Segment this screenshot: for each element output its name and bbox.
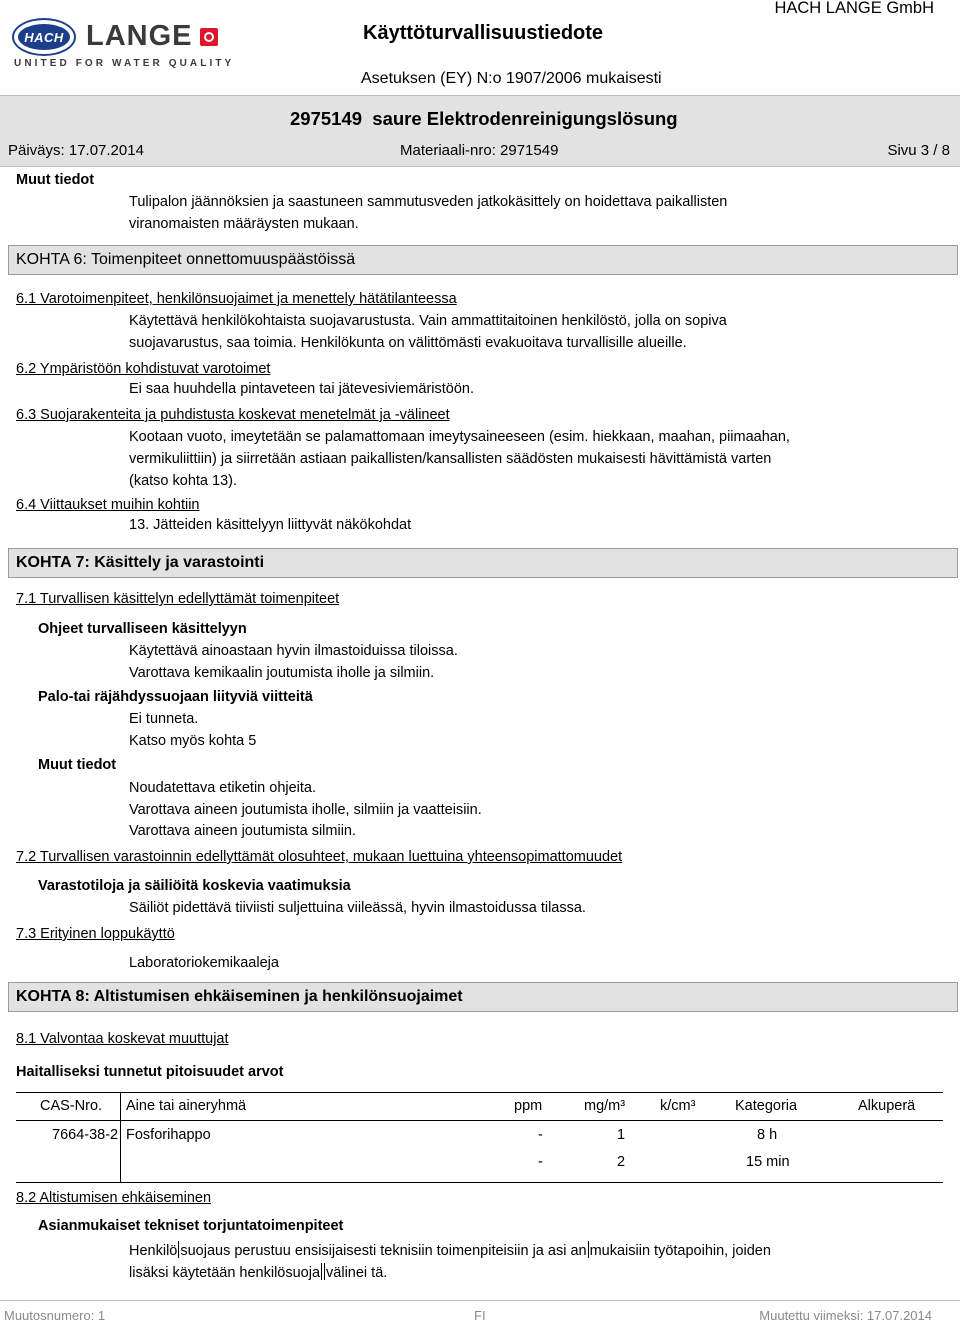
footer-rule — [0, 1300, 960, 1301]
company-logo — [8, 12, 235, 72]
subsection-8-1-title: 8.1 Valvontaa koskevat muuttujat — [16, 1031, 229, 1047]
technical-measures-text: Henkilö suojaus perustuu ensisijaisesti teknisiin toimenpiteisiin ja asi an mukaisiin työtapoihin, joiden — [129, 1243, 771, 1259]
subsection-6-1-text: Käytettävä henkilökohtaista suojavarustusta. Vain ammattitaitoinen henkilöstö, jolla on sopiva — [129, 313, 727, 329]
subsection-7-2-title: 7.2 Turvallisen varastoinnin edellyttämät olosuhteet, mukaan luettuina yhteensopimattomuudet — [16, 849, 623, 865]
footer-modified-date: Muutettu viimeksi: 17.07.2014 — [759, 1308, 932, 1323]
subsection-6-2-title: 6.2 Ympäristöön kohdistuvat varotoimet — [16, 361, 271, 377]
section-7-title: KOHTA 7: Käsittely ja varastointi — [16, 554, 265, 571]
table-cell-ppm: - — [538, 1127, 543, 1143]
subsection-6-3-title: 6.3 Suojarakenteita ja puhdistusta koskevat menetelmät ja -välineet — [16, 407, 450, 423]
table-cell-mgm3: 1 — [617, 1127, 626, 1143]
technical-measures-heading: Asianmukaiset tekniset torjuntatoimenpiteet — [38, 1218, 344, 1234]
storage-heading: Varastotiloja ja säiliöitä koskevia vaatimuksia — [38, 878, 351, 894]
exposure-limits-heading: Haitalliseksi tunnetut pitoisuudet arvot — [16, 1064, 284, 1080]
handling-heading: Ohjeet turvalliseen käsittelyyn — [38, 621, 247, 637]
subsection-7-3-title: 7.3 Erityinen loppukäyttö — [16, 926, 175, 942]
table-header-cell: ppm — [514, 1098, 543, 1114]
product-name: 2975149 saure Elektrodenreinigungslösung — [290, 108, 678, 129]
other-handling-heading: Muut tiedot — [38, 757, 117, 773]
table-header-cell: Kategoria — [735, 1098, 798, 1114]
page-number: Sivu 3 / 8 — [887, 142, 950, 159]
issue-date: Päiväys: 17.07.2014 — [8, 142, 144, 159]
regulation-text: Asetuksen (EY) N:o 1907/2006 mukaisesti — [361, 70, 662, 87]
technical-measures-text: lisäksi käytetään henkilösuoja välinei tä. — [129, 1265, 388, 1281]
table-header-cell: k/cm³ — [660, 1098, 696, 1114]
other-info-label: Muut tiedot — [16, 172, 95, 188]
table-column-divider — [120, 1092, 121, 1182]
subsection-6-3-text: Kootaan vuoto, imeytetään se palamattomaan imeytysaineeseen (esim. hiekkaan, maahan, piimaahan, — [129, 429, 790, 445]
table-header-cell: Aine tai aineryhmä — [126, 1098, 247, 1114]
text-separator — [321, 1263, 322, 1280]
section-7-header — [8, 548, 958, 578]
table-cell-substance: Fosforihappo — [126, 1127, 211, 1143]
table-rule — [16, 1092, 943, 1093]
subsection-6-1-text: suojavarustus, saa toimia. Henkilökunta on välittömästi evakuoitava turvallisille alueille. — [129, 335, 687, 351]
hach-logo-icon: HACH — [12, 18, 76, 56]
text-separator — [324, 1263, 325, 1280]
section-6-header — [8, 245, 958, 275]
fire-protection-heading: Palo-tai räjähdyssuojaan liityviä viitteitä — [38, 689, 313, 705]
subsection-8-2-title: 8.2 Altistumisen ehkäiseminen — [16, 1190, 212, 1206]
company-name: HACH LANGE GmbH — [774, 0, 934, 17]
fire-protection-text: Ei tunneta. — [129, 711, 199, 727]
table-header-cell: Alkuperä — [858, 1098, 916, 1114]
subsection-6-3-text: (katso kohta 13). — [129, 473, 237, 489]
logo-tagline: UNITED FOR WATER QUALITY — [14, 58, 235, 69]
table-rule — [16, 1120, 943, 1121]
other-handling-text: Noudatettava etiketin ohjeita. — [129, 780, 317, 796]
subsection-6-1-title: 6.1 Varotoimenpiteet, henkilönsuojaimet ja menettely hätätilanteessa — [16, 291, 457, 307]
table-cell-category: 8 h — [757, 1127, 778, 1143]
material-number: Materiaali-nro: 2971549 — [400, 142, 559, 159]
table-header-cell: CAS-Nro. — [40, 1098, 103, 1114]
other-info-text: viranomaisten määräysten mukaan. — [129, 216, 359, 232]
exposure-limits-table — [16, 1092, 943, 1182]
footer-language: FI — [474, 1308, 486, 1323]
text-separator — [588, 1241, 589, 1258]
lange-logo-text: LANGE — [86, 20, 193, 52]
table-cell-mgm3: 2 — [617, 1154, 626, 1170]
subsection-6-4-title: 6.4 Viittaukset muihin kohtiin — [16, 497, 200, 513]
footer-revision: Muutosnumero: 1 — [4, 1308, 106, 1323]
handling-text: Varottava kemikaalin joutumista iholle ja silmiin. — [129, 665, 435, 681]
table-cell-cas: 7664-38-2 — [52, 1127, 119, 1143]
section-8-header — [8, 982, 958, 1012]
subsection-6-3-text: vermikuliittiin) ja siirretään astiaan paikallisten/kansallisten säädösten mukaisesti hävittämistä varten — [129, 451, 772, 467]
other-handling-text: Varottava aineen joutumista iholle, silmiin ja vaatteisiin. — [129, 802, 482, 818]
subsection-6-2-text: Ei saa huuhdella pintaveteen tai jätevesiviemäristöön. — [129, 381, 474, 397]
table-cell-ppm: - — [538, 1154, 543, 1170]
table-header-cell: mg/m³ — [584, 1098, 626, 1114]
document-title: Käyttöturvallisuustiedote — [363, 22, 604, 44]
lange-target-icon — [200, 28, 218, 46]
storage-text: Säiliöt pidettävä tiiviisti suljettuina viileässä, hyvin ilmastoidussa tilassa. — [129, 900, 586, 916]
table-rule — [16, 1182, 943, 1183]
section-6-title: KOHTA 6: Toimenpiteet onnettomuuspäästöissä — [16, 251, 356, 268]
table-cell-category: 15 min — [746, 1154, 790, 1170]
subsection-6-4-text: 13. Jätteiden käsittelyyn liittyvät näkökohdat — [129, 517, 412, 533]
subsection-7-1-title: 7.1 Turvallisen käsittelyn edellyttämät toimenpiteet — [16, 591, 340, 607]
handling-text: Käytettävä ainoastaan hyvin ilmastoiduissa tiloissa. — [129, 643, 458, 659]
subsection-7-3-text: Laboratoriokemikaaleja — [129, 955, 279, 971]
other-info-text: Tulipalon jäännöksien ja saastuneen sammutusveden jatkokäsittely on hoidettava paikallisten — [129, 194, 728, 210]
other-handling-text: Varottava aineen joutumista silmiin. — [129, 823, 357, 839]
fire-protection-text: Katso myös kohta 5 — [129, 733, 257, 749]
section-8-title: KOHTA 8: Altistumisen ehkäiseminen ja henkilönsuojaimet — [16, 988, 463, 1005]
